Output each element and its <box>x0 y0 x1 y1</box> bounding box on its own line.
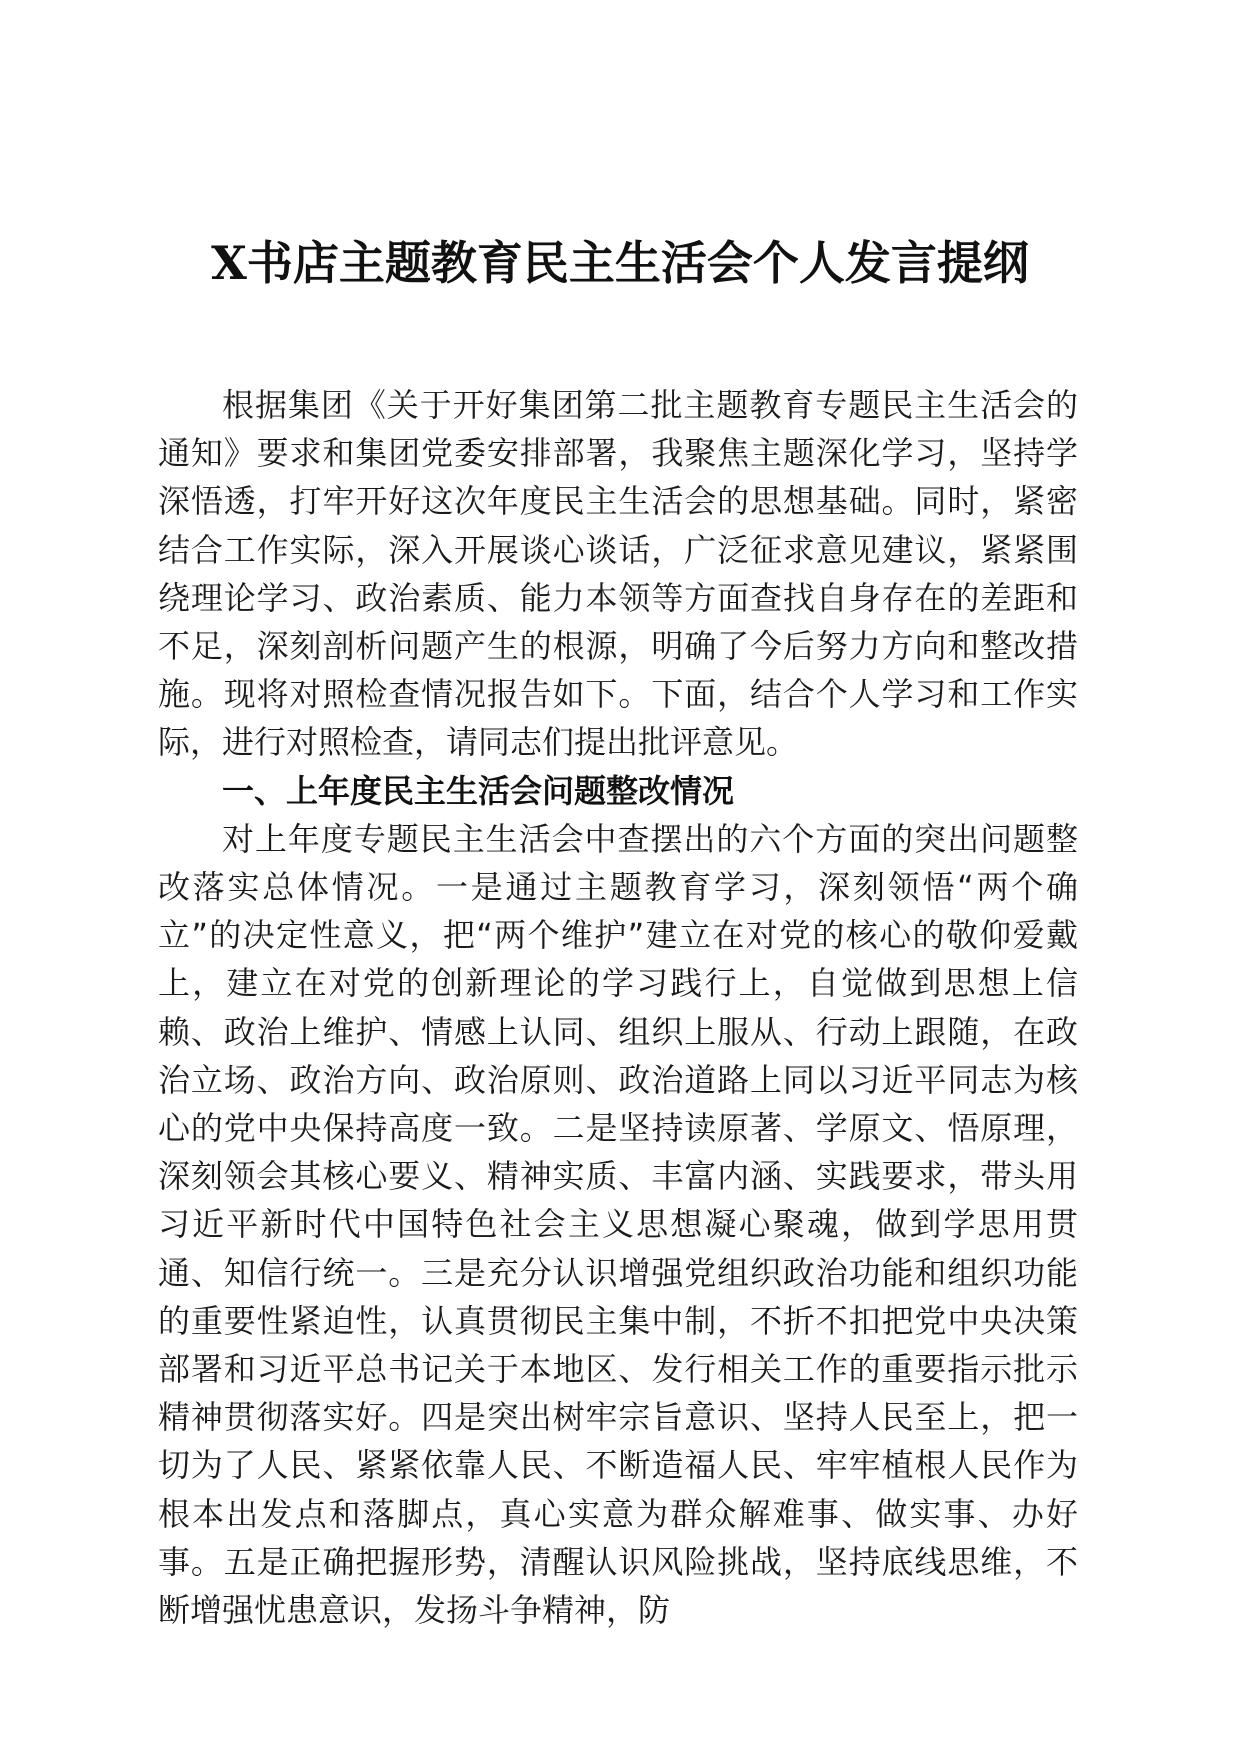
section-heading: 一、上年度民主生活会问题整改情况 <box>222 771 735 810</box>
intro-paragraph: 根据集团《关于开好集团第二批主题教育专题民主生活会的通知》要求和集团党委安排部署，我聚焦主题深化学习，坚持学深悟透，打牢开好这次年度民主生活会的思想基础。同时，紧密结合工作实际，深入开展谈心谈话，广泛征求意见建议，紧紧围绕理论学习、政治素质、能力本领等方面查找自身存在的差距和不足，深刻剖析问题产生的根源，明确了今后努力方向和整改措施。现将对照检查情况报告如下。下面，结合个人学习和工作实际，进行对照检查，请同志们提出批评意见。 <box>158 386 1078 762</box>
section-paragraph: 对上年度专题民主生活会中查摆出的六个方面的突出问题整改落实总体情况。一是通过主题教育学习，深刻领悟“两个确立”的决定性意义，把“两个维护”建立在对党的核心的敬仰爱戴上，建立在对党的创新理论的学习践行上，自觉做到思想上信赖、政治上维护、情感上认同、组织上服从、行动上跟随，在政治立场、政治方向、政治原则、政治道路上同以习近平同志为核心的党中央保持高度一致。二是坚持读原著、学原文、悟原理，深刻领会其核心要义、精神实质、丰富内涵、实践要求，带头用习近平新时代中国特色社会主义思想凝心聚魂，做到学思用贯通、知信行统一。三是充分认识增强党组织政治功能和组织功能的重要性紧迫性，认真贯彻民主集中制，不折不扣把党中央决策部署和习近平总书记关于本地区、发行相关工作的重要指示批示精神贯彻落实好。四是突出树牢宗旨意识、坚持人民至上，把一切为了人民、紧紧依靠人民、不断造福人民、牢牢植根人民作为根本出发点和落脚点，真心实意为群众解难事、做实事、办好事。五是正确把握形势，清醒认识风险挑战，坚持底线思维，不断增强忧患意识，发扬斗争精神，防 <box>158 819 1078 1630</box>
document-title: X书店主题教育民主生活会个人发言提纲 <box>211 236 1029 290</box>
document-body <box>158 381 1078 1634</box>
